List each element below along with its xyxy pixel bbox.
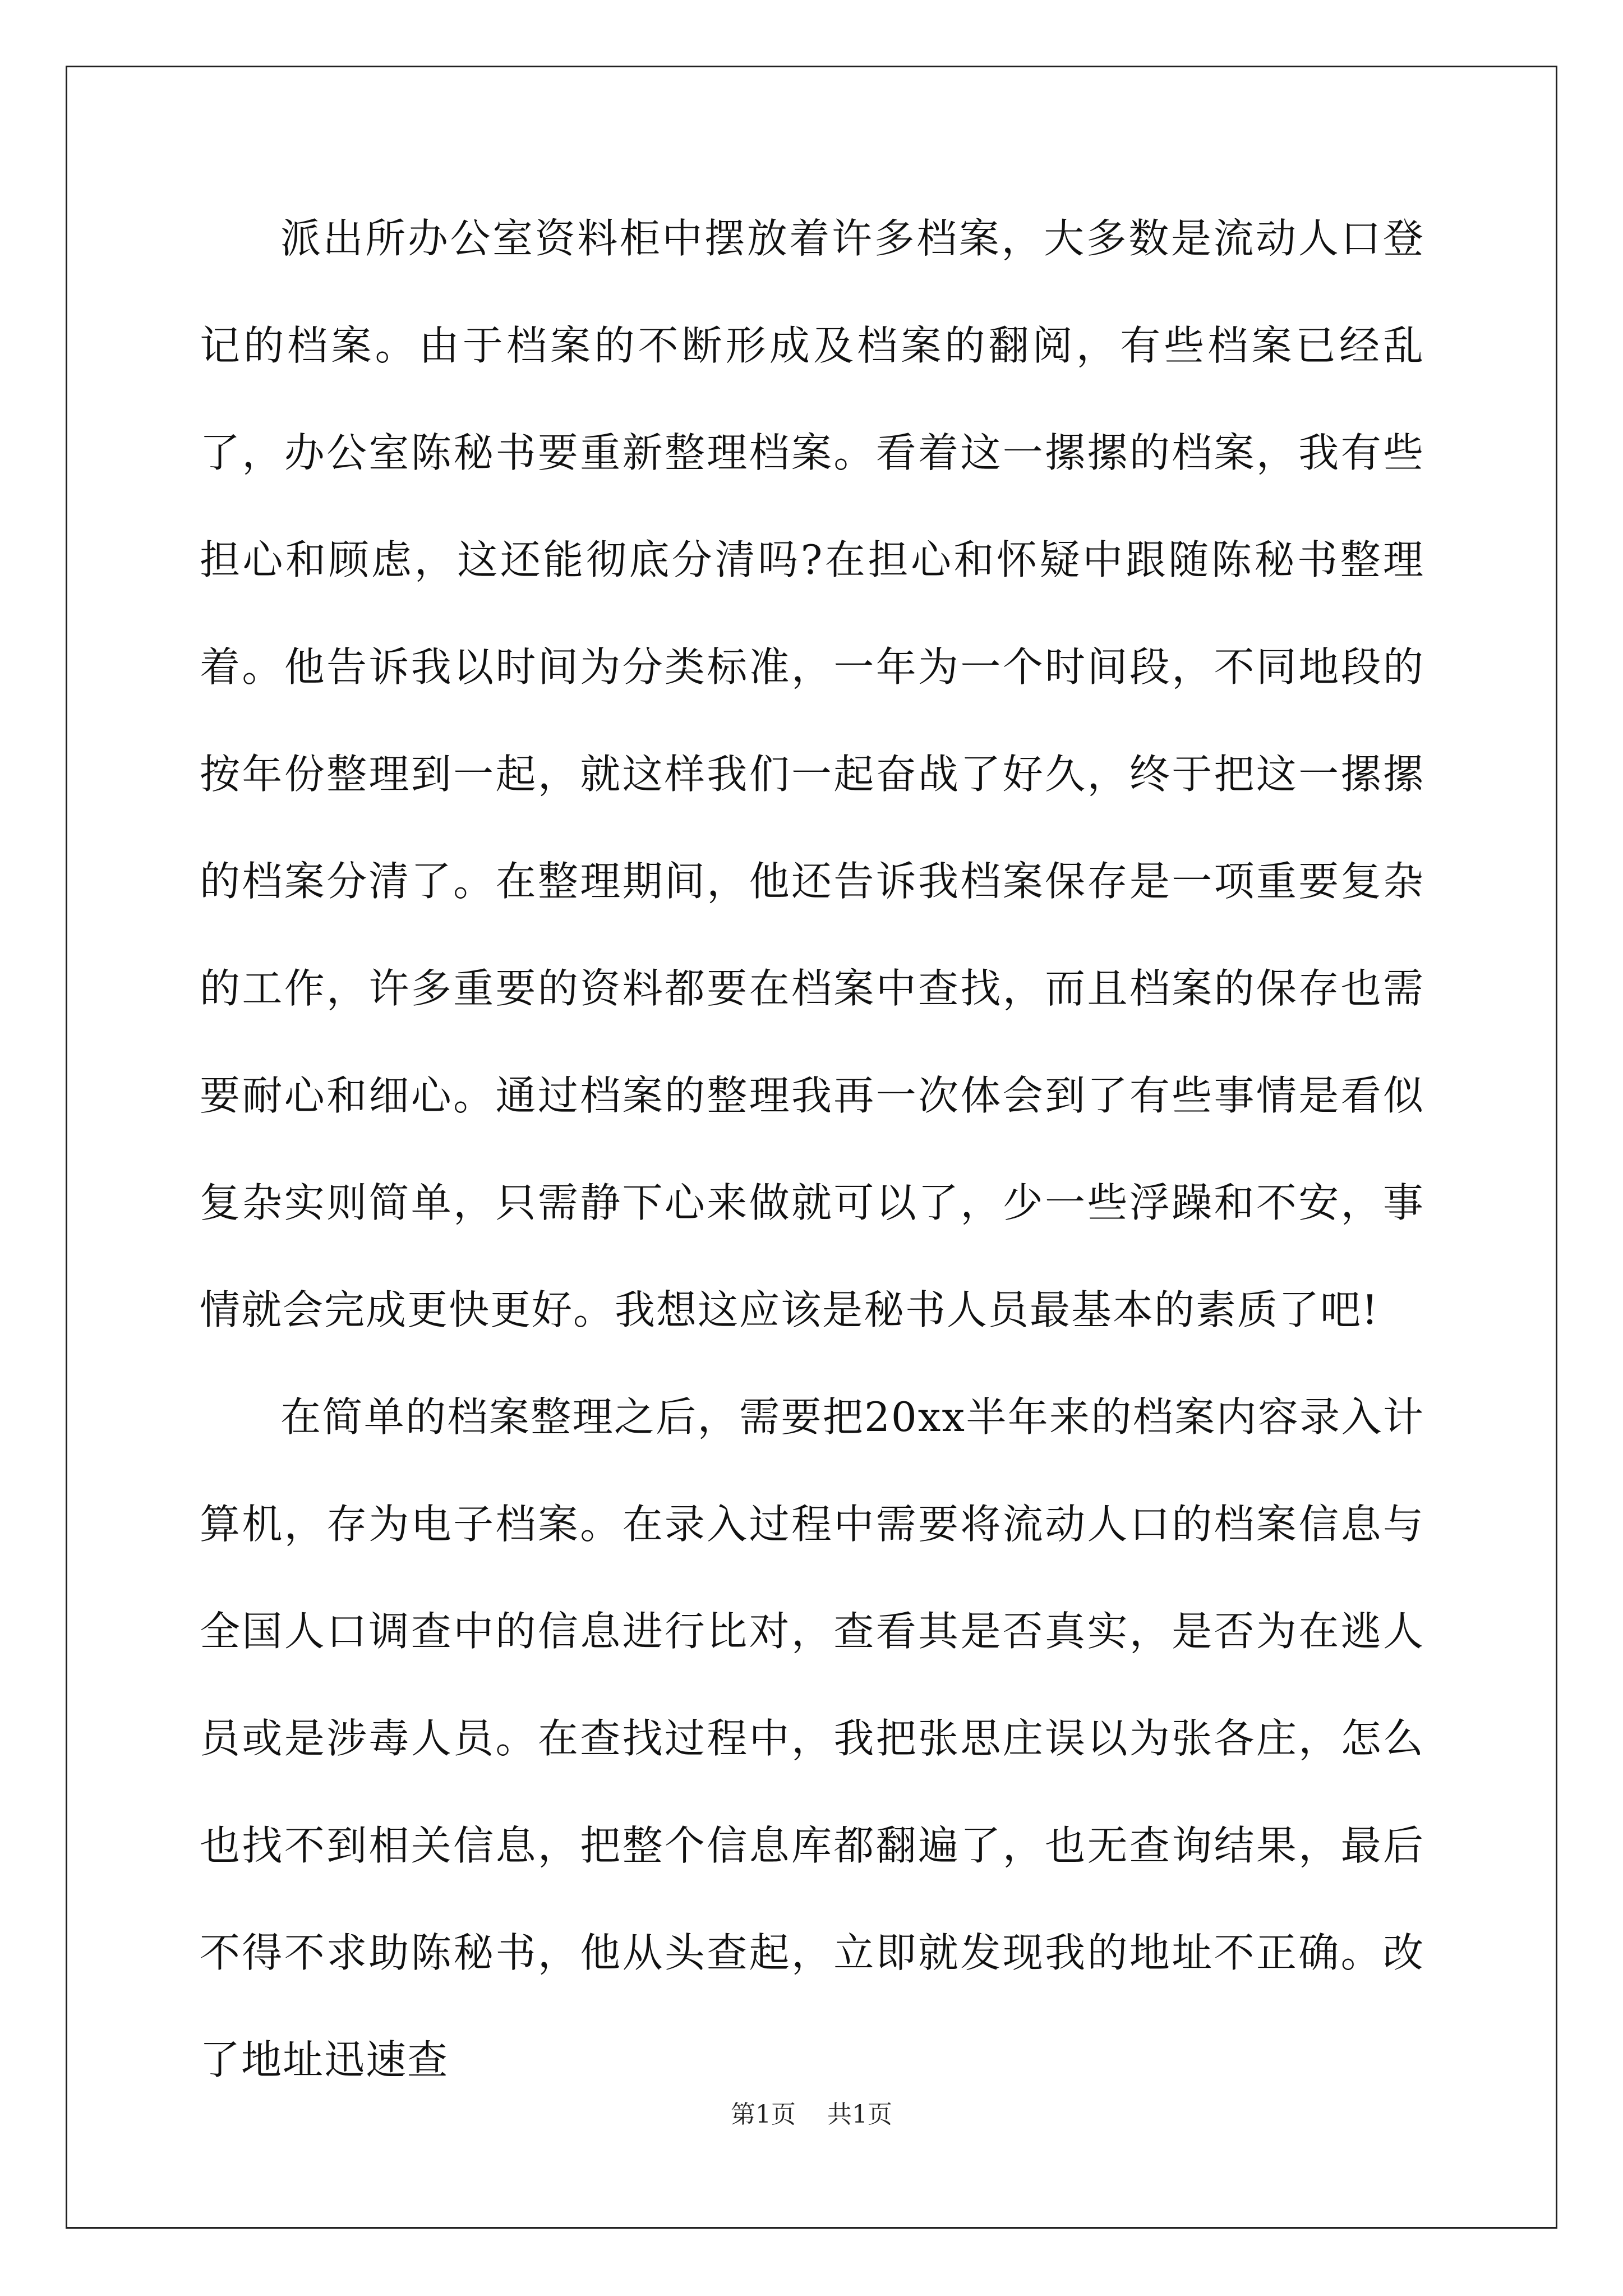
page-total: 共1页: [827, 2100, 892, 2129]
page-number: 第1页: [731, 2100, 796, 2129]
paragraph-1: 派出所办公室资料柜中摆放着许多档案，大多数是流动人口登记的档案。由于档案的不断形成及档案的翻阅，有些档案已经乱了，办公室陈秘书要重新整理档案。看着这一摞摞的档案，我有些担心和顾虑，这还能彻底分清吗?在担心和怀疑中跟随陈秘书整理着。他告诉我以时间为分类标准，一年为一个时间段，不同地段的按年份整理到一起，就这样我们一起奋战了好久，终于把这一摞摞的档案分清了。在整理期间，他还告诉我档案保存是一项重要复杂的工作，许多重要的资料都要在档案中查找，而且档案的保存也需要耐心和细心。通过档案的整理我再一次体会到了有些事情是看似复杂实则简单，只需静下心来做就可以了，少一些浮躁和不安，事情就会完成更快更好。我想这应该是秘书人员最基本的素质了吧!: [200, 215, 1424, 1333]
document-body: [200, 185, 1424, 2114]
page-footer: [0, 2098, 1623, 2132]
paragraph-2: 在简单的档案整理之后，需要把20xx半年来的档案内容录入计算机，存为电子档案。在录入过程中需要将流动人口的档案信息与全国人口调查中的信息进行比对，查看其是否真实，是否为在逃人员或是涉毒人员。在查找过程中，我把张思庄误以为张各庄，怎么也找不到相关信息，把整个信息库都翻遍了，也无查询结果，最后不得不求助陈秘书，他从头查起，立即就发现我的地址不正确。改了地址迅速查: [200, 1393, 1424, 2083]
